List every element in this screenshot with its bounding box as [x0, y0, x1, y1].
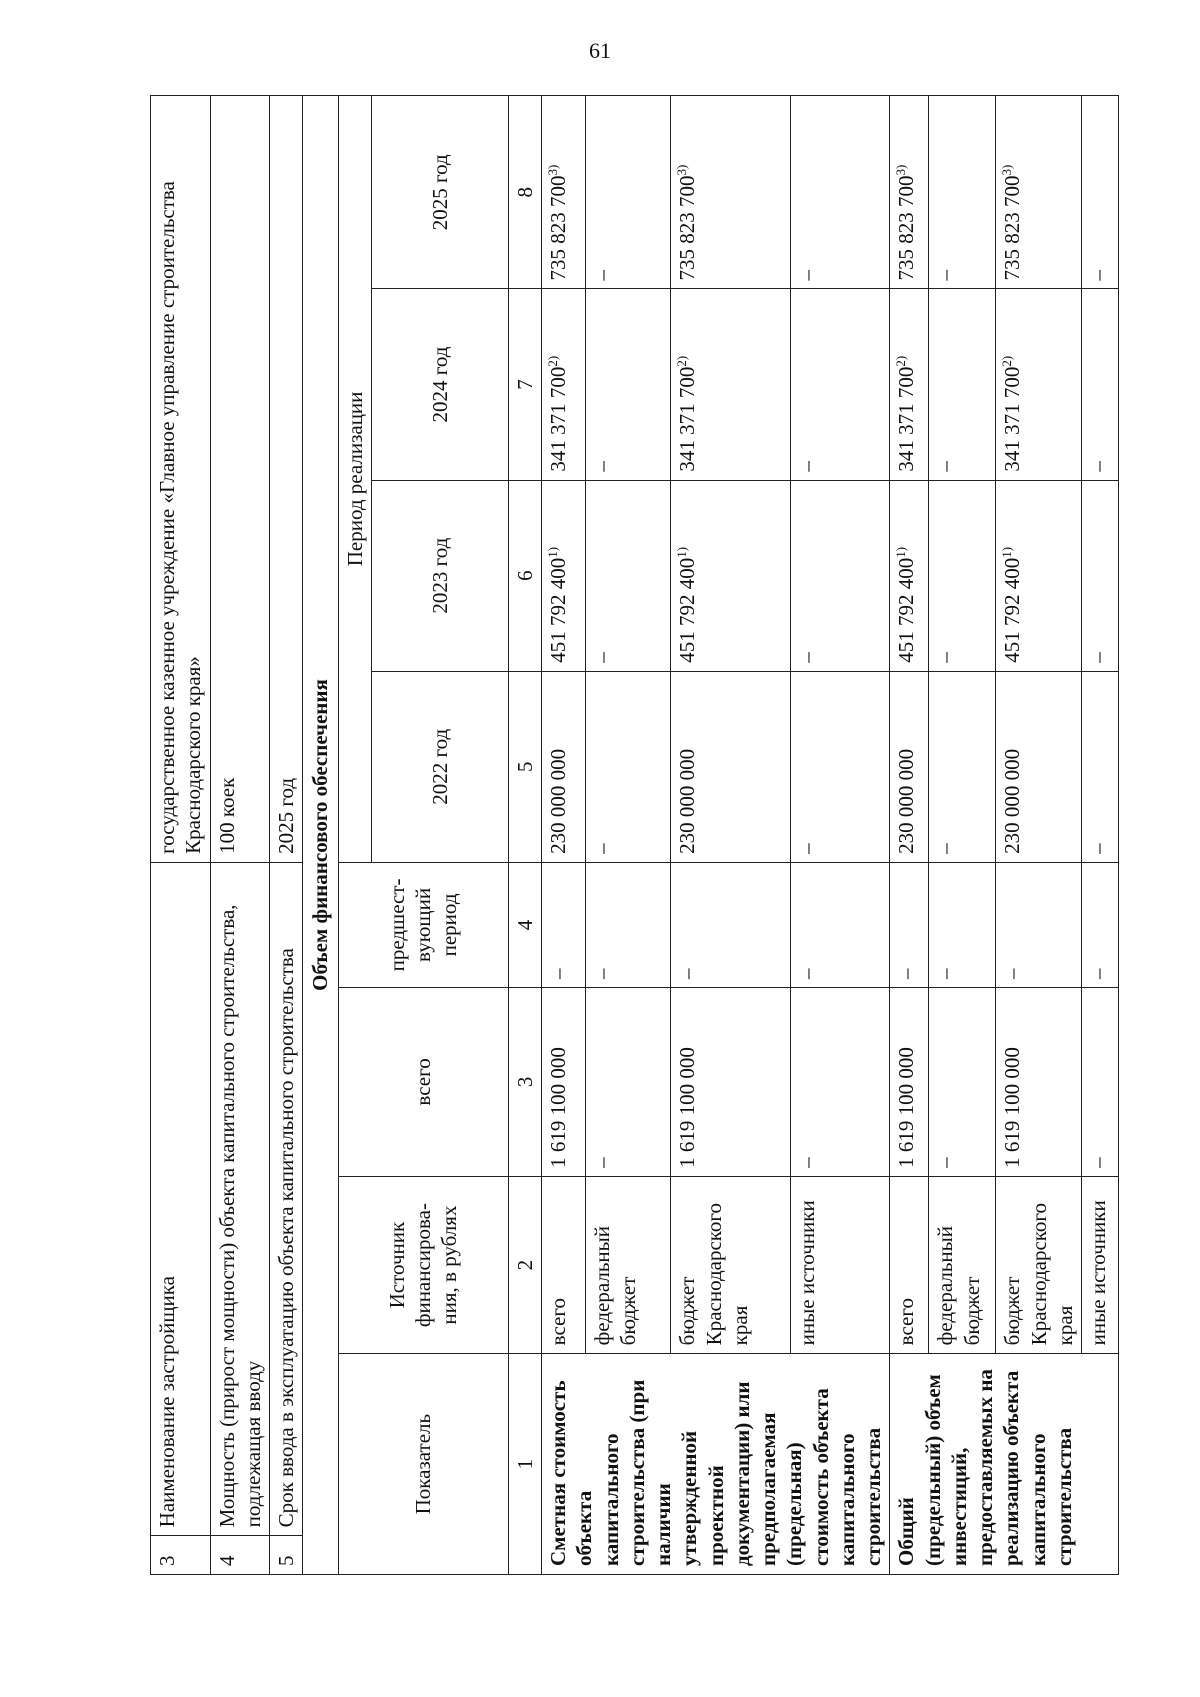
previous-cell-value: – [933, 968, 958, 979]
header-source: Источник финансирова-ния, в рублях [338, 1176, 508, 1353]
y2025-cell [585, 96, 671, 289]
y2022-cell-value: 230 000 000 [675, 748, 700, 854]
info-row [270, 96, 303, 1575]
previous-cell-value: – [894, 968, 919, 979]
source-cell-value: иные источники [1086, 1200, 1110, 1346]
info-row-label: Срок ввода в эксплуатацию объекта капитального строительства [270, 862, 303, 1535]
total-cell-value: 1 619 100 000 [894, 1047, 919, 1168]
total-cell [585, 988, 671, 1177]
footnote-mark: 1) [674, 546, 690, 558]
total-cell-value: 1 619 100 000 [546, 1047, 570, 1168]
y2024-cell [790, 289, 889, 480]
total-cell [671, 988, 790, 1177]
y2023-cell [929, 480, 996, 671]
previous-cell-value: – [546, 968, 570, 979]
y2023-cell [1082, 480, 1119, 671]
total-cell-value: – [1086, 1157, 1110, 1168]
info-row-label: Наименование застройщика [151, 862, 211, 1535]
source-cell [1082, 1176, 1119, 1353]
previous-cell [996, 862, 1082, 987]
y2023-cell [671, 480, 790, 671]
y2022-cell [996, 671, 1082, 862]
y2025-cell-value: – [794, 269, 819, 281]
y2023-cell [542, 480, 586, 671]
footnote-mark: 1) [893, 546, 909, 558]
y2024-cell-value: 341 371 700 [546, 366, 570, 472]
total-cell [1082, 988, 1119, 1177]
y2025-cell-value: – [933, 269, 958, 281]
column-numbers-row [508, 96, 541, 1575]
indicator-cell: Общий (предельный) объем инвестиций, предоставляемых на реализацию объекта капитального строительства [890, 1354, 1119, 1575]
previous-cell-value: – [675, 968, 700, 979]
total-cell-value: 1 619 100 000 [675, 1047, 700, 1168]
header-2023: 2023 год [371, 480, 508, 671]
info-row-value: 100 коек [210, 96, 270, 863]
y2025-cell-value: 735 823 700 [675, 175, 700, 281]
column-number: 3 [508, 988, 541, 1177]
y2024-cell [929, 289, 996, 480]
table-row [790, 96, 889, 1575]
y2024-cell [1082, 289, 1119, 480]
source-cell-value: бюджет Краснодарского края [675, 1202, 752, 1346]
info-row-value: 2025 год [270, 96, 303, 863]
previous-cell-value: – [1000, 968, 1025, 979]
previous-cell-value: – [589, 968, 614, 979]
source-cell [929, 1176, 996, 1353]
y2022-cell [790, 671, 889, 862]
footnote-mark: 2) [545, 355, 560, 367]
header-2025: 2025 год [371, 96, 508, 289]
y2023-cell-value: 451 792 400 [675, 557, 700, 663]
rotated-table-sheet [150, 95, 1110, 1575]
footnote-mark: 1) [545, 546, 560, 558]
column-number: 7 [508, 289, 541, 480]
previous-cell [790, 862, 889, 987]
y2025-cell-value: – [589, 269, 614, 281]
y2022-cell [542, 671, 586, 862]
y2024-cell [542, 289, 586, 480]
total-cell-value: – [794, 1157, 819, 1168]
source-cell [890, 1176, 929, 1353]
column-number: 4 [508, 862, 541, 987]
y2024-cell-value: 341 371 700 [894, 366, 919, 472]
source-cell-value: всего [546, 1298, 570, 1346]
source-cell [790, 1176, 889, 1353]
y2022-cell-value: – [589, 843, 614, 854]
y2024-cell [996, 289, 1082, 480]
footnote-mark: 3) [893, 164, 909, 176]
y2022-cell [1082, 671, 1119, 862]
total-cell-value: 1 619 100 000 [1000, 1047, 1025, 1168]
table-row [1082, 96, 1119, 1575]
info-row-number: 4 [210, 1536, 270, 1575]
y2022-cell-value: – [794, 843, 819, 854]
y2025-cell [996, 96, 1082, 289]
y2025-cell [790, 96, 889, 289]
footnote-mark: 2) [999, 355, 1015, 367]
header-previous: предшест-вующий период [338, 862, 508, 987]
y2023-cell [996, 480, 1082, 671]
y2023-cell [790, 480, 889, 671]
source-cell-value: федеральный бюджет [933, 1226, 984, 1346]
y2022-cell-value: 230 000 000 [1000, 748, 1025, 854]
header-period: Период реализации [338, 96, 371, 863]
source-cell-value: всего [894, 1298, 919, 1346]
previous-cell [890, 862, 929, 987]
y2024-cell-value: – [589, 461, 614, 472]
table-row [996, 96, 1082, 1575]
y2023-cell-value: – [794, 652, 819, 663]
y2025-cell-value: – [1086, 269, 1110, 281]
header-total: всего [338, 988, 508, 1177]
source-cell-value: федеральный бюджет [589, 1226, 640, 1346]
total-cell-value: – [589, 1157, 614, 1168]
header-2024: 2024 год [371, 289, 508, 480]
y2024-cell-value: 341 371 700 [675, 366, 700, 472]
total-cell-value: – [933, 1157, 958, 1168]
info-row-number: 5 [270, 1536, 303, 1575]
y2025-cell-value: 735 823 700 [1000, 175, 1025, 281]
y2023-cell-value: – [1086, 652, 1110, 663]
total-cell [929, 988, 996, 1177]
y2025-cell [929, 96, 996, 289]
source-cell [996, 1176, 1082, 1353]
footnote-mark: 2) [893, 355, 909, 367]
table-row [542, 96, 586, 1575]
y2023-cell-value: 451 792 400 [1000, 557, 1025, 663]
table-row [929, 96, 996, 1575]
y2025-cell [671, 96, 790, 289]
footnote-mark: 3) [674, 164, 690, 176]
y2023-cell-value: 451 792 400 [894, 557, 919, 663]
y2022-cell [890, 671, 929, 862]
y2025-cell-value: 735 823 700 [894, 175, 919, 281]
previous-cell [671, 862, 790, 987]
y2024-cell-value: – [933, 461, 958, 472]
section-title: Объем финансового обеспечения [303, 96, 338, 1575]
footnote-mark: 3) [545, 164, 560, 176]
y2023-cell-value: 451 792 400 [546, 557, 570, 663]
source-cell [585, 1176, 671, 1353]
previous-cell-value: – [794, 968, 819, 979]
previous-cell-value: – [1086, 968, 1110, 979]
y2023-cell-value: – [933, 652, 958, 663]
info-row [151, 96, 211, 1575]
info-row-value: государственное казенное учреждение «Главное управление строительства Краснодарского края» [151, 96, 211, 863]
y2022-cell [585, 671, 671, 862]
source-cell [671, 1176, 790, 1353]
total-cell [790, 988, 889, 1177]
column-number: 2 [508, 1176, 541, 1353]
info-row-number: 3 [151, 1536, 211, 1575]
passport-table [150, 95, 1119, 1575]
y2022-cell [671, 671, 790, 862]
y2022-cell-value: 230 000 000 [546, 748, 570, 854]
column-number: 5 [508, 671, 541, 862]
column-number: 6 [508, 480, 541, 671]
y2025-cell-value: 735 823 700 [546, 175, 570, 281]
page-number: 61 [589, 38, 611, 63]
total-cell [542, 988, 586, 1177]
total-cell [890, 988, 929, 1177]
source-cell-value: иные источники [794, 1200, 819, 1346]
y2024-cell-value: – [794, 461, 819, 472]
source-cell-value: бюджет Краснодарского края [1000, 1202, 1077, 1346]
y2024-cell [890, 289, 929, 480]
column-number: 8 [508, 96, 541, 289]
footnote-mark: 1) [999, 546, 1015, 558]
info-row [210, 96, 270, 1575]
y2022-cell-value: – [1086, 843, 1110, 854]
info-row-label: Мощность (прирост мощности) объекта капитального строительства, подлежащая вводу [210, 862, 270, 1535]
header-2022: 2022 год [371, 671, 508, 862]
y2022-cell-value: 230 000 000 [894, 748, 919, 854]
y2023-cell [585, 480, 671, 671]
total-cell [996, 988, 1082, 1177]
y2022-cell-value: – [933, 843, 958, 854]
y2024-cell [671, 289, 790, 480]
y2025-cell [890, 96, 929, 289]
footnote-mark: 2) [674, 355, 690, 367]
y2025-cell [1082, 96, 1119, 289]
y2023-cell [890, 480, 929, 671]
previous-cell [1082, 862, 1119, 987]
source-cell [542, 1176, 586, 1353]
y2022-cell [929, 671, 996, 862]
y2024-cell [585, 289, 671, 480]
table-row [671, 96, 790, 1575]
column-number: 1 [508, 1354, 541, 1575]
footnote-mark: 3) [999, 164, 1015, 176]
previous-cell [929, 862, 996, 987]
table-row [585, 96, 671, 1575]
indicator-cell: Сметная стоимость объекта капитального строительства (при наличии утвержденной проектной документации) или предполагаемая (предельная) стоимость объекта капитального строительства [542, 1354, 890, 1575]
y2024-cell-value: 341 371 700 [1000, 366, 1025, 472]
y2024-cell-value: – [1086, 461, 1110, 472]
y2023-cell-value: – [589, 652, 614, 663]
table-row [890, 96, 929, 1575]
header-indicator: Показатель [338, 1354, 508, 1575]
previous-cell [585, 862, 671, 987]
y2025-cell [542, 96, 586, 289]
previous-cell [542, 862, 586, 987]
